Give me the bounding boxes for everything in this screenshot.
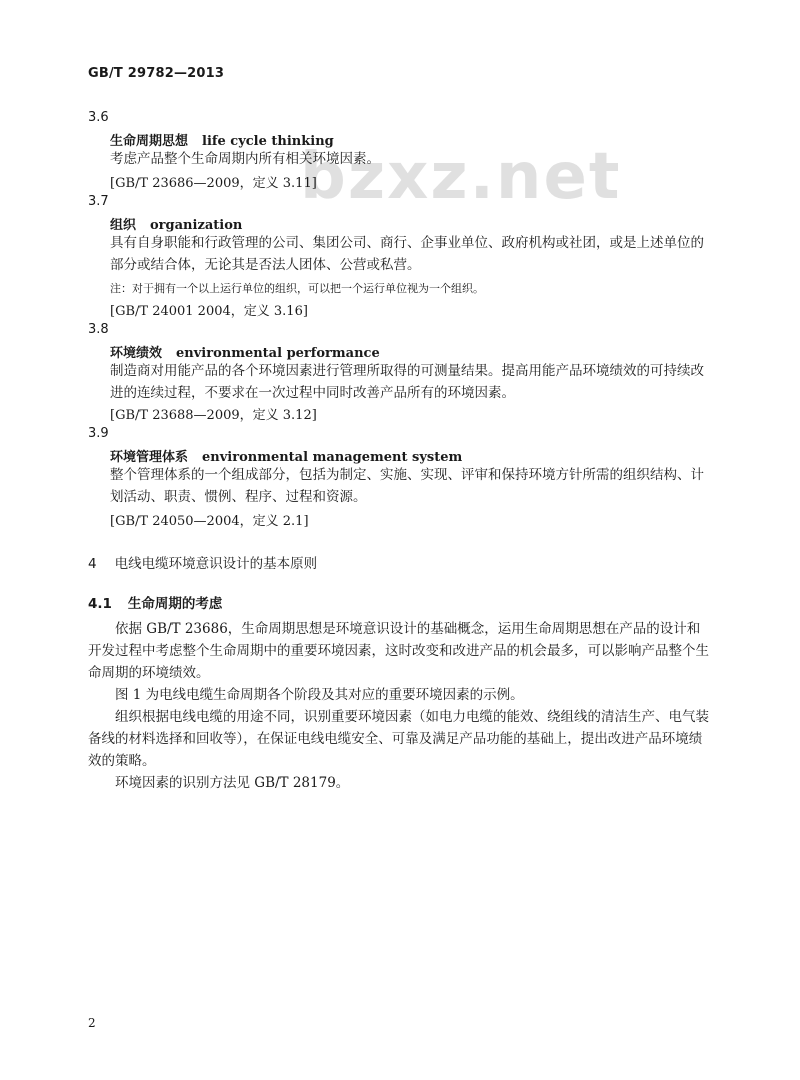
term-zh: 环境绩效	[110, 346, 163, 361]
term-zh: 组织	[110, 218, 137, 233]
term-zh: 环境管理体系	[110, 450, 189, 465]
term-definition: 制造商对用能产品的各个环境因素进行管理所取得的可测量结果。提高用能产品环境绩效的可持续改进的连续过程，不要求在一次过程中同时改善产品所有的环境因素。	[110, 363, 704, 401]
term-zh: 生命周期思想	[110, 134, 189, 149]
term-heading	[110, 130, 334, 149]
paragraph: 组织根据电线电缆的用途不同，识别重要环境因素（如电力电缆的能效、绕组线的清洁生产、电气装备线的材料选择和回收等），在保证电线电缆安全、可靠及满足产品功能的基础上，提出改进产品环境绩效的策略。	[88, 709, 709, 769]
subsection-number: 4.1	[88, 596, 112, 612]
page-number: 2	[88, 1016, 96, 1030]
term-number: 3.9	[88, 426, 109, 441]
term-definition: 整个管理体系的一个组成部分，包括为制定、实施、实现、评审和保持环境方针所需的组织结构、计划活动、职责、惯例、程序、过程和资源。	[110, 467, 704, 505]
section-title: 电线电缆环境意识设计的基本原则	[114, 556, 318, 572]
term-heading	[110, 446, 462, 465]
subsection-title: 生命周期的考虑	[127, 596, 223, 612]
term-en: environmental performance	[176, 346, 380, 361]
paragraph: 图 1 为电线电缆生命周期各个阶段及其对应的重要环境因素的示例。	[115, 687, 524, 703]
standard-code: GB/T 29782—2013	[88, 66, 225, 81]
term-en: organization	[150, 218, 243, 233]
term-reference: [GB/T 24050—2004，定义 2.1]	[110, 514, 309, 529]
section-heading	[88, 552, 317, 572]
term-definition: 考虑产品整个生命周期内所有相关环境因素。	[110, 151, 380, 167]
section-number: 4	[88, 556, 97, 572]
term-en: environmental management system	[202, 450, 463, 465]
paragraph: 依据 GB/T 23686，生命周期思想是环境意识设计的基础概念，运用生命周期思想在产品的设计和开发过程中考虑整个生命周期中的重要环境因素，这时改变和改进产品的机会最多，可以影响产品整个生命周期的环境绩效。	[88, 621, 709, 681]
watermark: bzxz.net	[300, 140, 622, 214]
term-heading	[110, 342, 380, 361]
term-number: 3.7	[88, 194, 109, 209]
term-definition: 具有自身职能和行政管理的公司、集团公司、商行、企事业单位、政府机构或社团，或是上述单位的部分或结合体，无论其是否法人团体、公营或私营。	[110, 235, 704, 273]
term-number: 3.6	[88, 110, 109, 125]
term-reference: [GB/T 23686—2009，定义 3.11]	[110, 176, 317, 191]
term-heading	[110, 214, 242, 233]
term-note: 注：对于拥有一个以上运行单位的组织，可以把一个运行单位视为一个组织。	[110, 282, 484, 295]
term-reference: [GB/T 23688—2009，定义 3.12]	[110, 408, 317, 423]
subsection-heading	[88, 592, 222, 612]
paragraph: 环境因素的识别方法见 GB/T 28179。	[115, 775, 350, 791]
term-en: life cycle thinking	[202, 134, 334, 149]
term-number: 3.8	[88, 322, 109, 337]
term-reference: [GB/T 24001 2004，定义 3.16]	[110, 304, 308, 319]
